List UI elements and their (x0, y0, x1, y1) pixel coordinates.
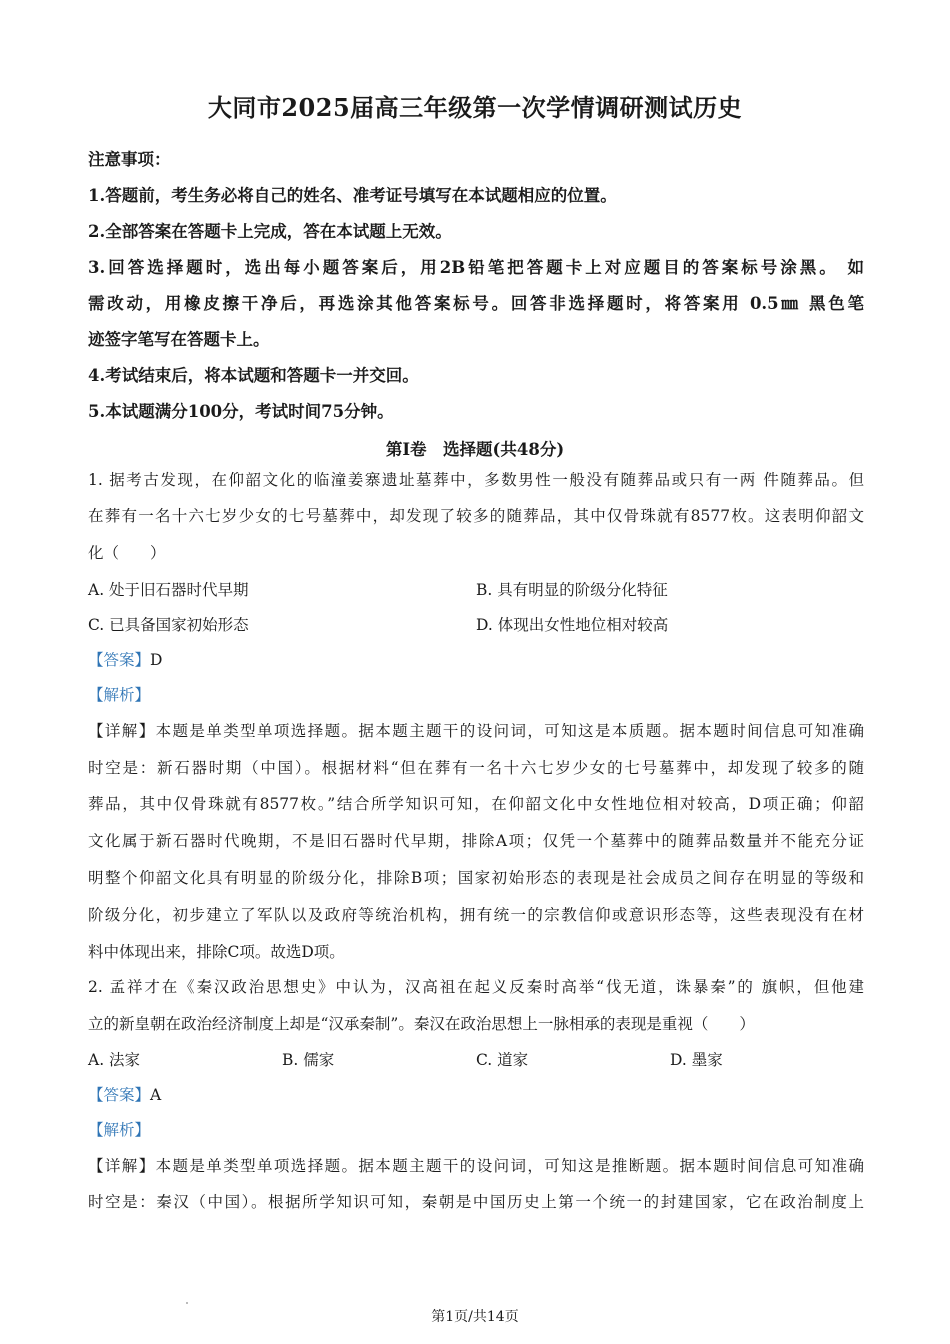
notice-block (88, 142, 864, 430)
q1-detail-line: 文化属于新石器时代晚期，不是旧石器时代早期，排除A项；仅凭一个墓葬中的随葬品数量并不能充分证 (88, 832, 864, 850)
notice-item: 2.全部答案在答题卡上完成，答在本试题上无效。 (88, 222, 452, 241)
q2-stem-line: 立的新皇朝在政治经济制度上却是“汉承秦制”。秦汉在政治思想上一脉相承的表现是重视（ ） (88, 1015, 755, 1033)
section-title: 第Ⅰ卷 选择题(共48分) (385, 440, 565, 459)
q2-stem-line: 2. 孟祥才在《秦汉政治思想史》中认为，汉高祖在起义反秦时高举“伐无道，诛暴秦”的 旗帜，但他建 (88, 978, 864, 996)
answer-tag: 【答案】 (88, 1086, 151, 1104)
q2-answer (88, 1078, 864, 1112)
notice-item: 3.回答选择题时，选出每小题答案后，用2B铅笔把答题卡上对应题目的答案标号涂黑。 如 (88, 258, 864, 277)
notice-item: 需改动，用橡皮擦干净后，再选涂其他答案标号。回答非选择题时，将答案用 0.5㎜ 黑色笔 (88, 294, 864, 313)
notice-item: 5.本试题满分100分，考试时间75分钟。 (88, 402, 394, 421)
q2-option-a: A. 法家 (88, 1051, 141, 1069)
q2-detail-line: 【详解】本题是单类型单项选择题。据本题主题干的设问词，可知这是推断题。据本题时间信息可知准确 (88, 1157, 864, 1175)
q1-stem-line: 化（ ） (88, 544, 166, 562)
q1-option-a: A. 处于旧石器时代早期 (88, 581, 249, 599)
notice-item: 4.考试结束后，将本试题和答题卡一并交回。 (88, 366, 419, 385)
notice-item: 迹签字笔写在答题卡上。 (88, 330, 270, 349)
q1-option-d: D. 体现出女性地位相对较高 (476, 616, 669, 634)
q1-detail-line: 阶级分化，初步建立了军队以及政府等统治机构，拥有统一的宗教信仰或意识形态等，这些表现没有在材 (88, 906, 864, 924)
q2-detail-line: 时空是：秦汉（中国）。根据所学知识可知，秦朝是中国历史上第一个统一的封建国家，它在政治制度上 (88, 1193, 864, 1211)
questions-body (88, 463, 864, 1313)
scan-dot (186, 1302, 188, 1304)
q1-stem-line: 在葬有一名十六七岁少女的七号墓葬中，却发现了较多的随葬品，其中仅骨珠就有8577枚。这表明仰韶文 (88, 507, 864, 525)
notice-item: 1.答题前，考生务必将自己的姓名、准考证号填写在本试题相应的位置。 (88, 186, 617, 205)
q1-detail-line: 【详解】本题是单类型单项选择题。据本题主题干的设问词，可知这是本质题。据本题时间信息可知准确 (88, 722, 864, 740)
q2-option-c: C. 道家 (476, 1051, 529, 1069)
q2-option-b: B. 儒家 (282, 1051, 335, 1069)
answer-value: D (150, 651, 163, 669)
analysis-tag: 【解析】 (88, 686, 151, 704)
q1-detail-line: 葬品，其中仅骨珠就有8577枚。”结合所学知识可知，在仰韶文化中女性地位相对较高，D项正确；仰韶 (88, 795, 864, 813)
answer-value: A (150, 1086, 162, 1104)
q1-answer (88, 643, 864, 677)
q1-analysis-heading (88, 678, 864, 712)
q1-option-b: B. 具有明显的阶级分化特征 (476, 581, 668, 599)
q1-detail-line: 明整个仰韶文化具有明显的阶级分化，排除B项；国家初始形态的表现是社会成员之间存在明显的等级和 (88, 869, 864, 887)
analysis-tag: 【解析】 (88, 1121, 151, 1139)
q2-option-d: D. 墨家 (670, 1051, 723, 1069)
q1-stem-line: 1. 据考古发现，在仰韶文化的临潼姜寨遗址墓葬中，多数男性一般没有随葬品或只有一两 件随葬品。但 (88, 471, 864, 489)
answer-tag: 【答案】 (88, 651, 151, 669)
q1-detail-line: 料中体现出来，排除C项。故选D项。 (88, 943, 345, 961)
q2-analysis-heading (88, 1113, 864, 1147)
q1-option-c: C. 已具备国家初始形态 (88, 616, 249, 634)
page-footer: 第1页/共14页 (431, 1309, 519, 1325)
q1-detail-line: 时空是：新石器时期（中国）。根据材料“但在葬有一名十六七岁少女的七号墓葬中，却发现了较多的随 (88, 759, 864, 777)
notice-heading: 注意事项： (88, 150, 171, 169)
page-title: 大同市2025届高三年级第一次学情调研测试历史 (207, 93, 743, 122)
